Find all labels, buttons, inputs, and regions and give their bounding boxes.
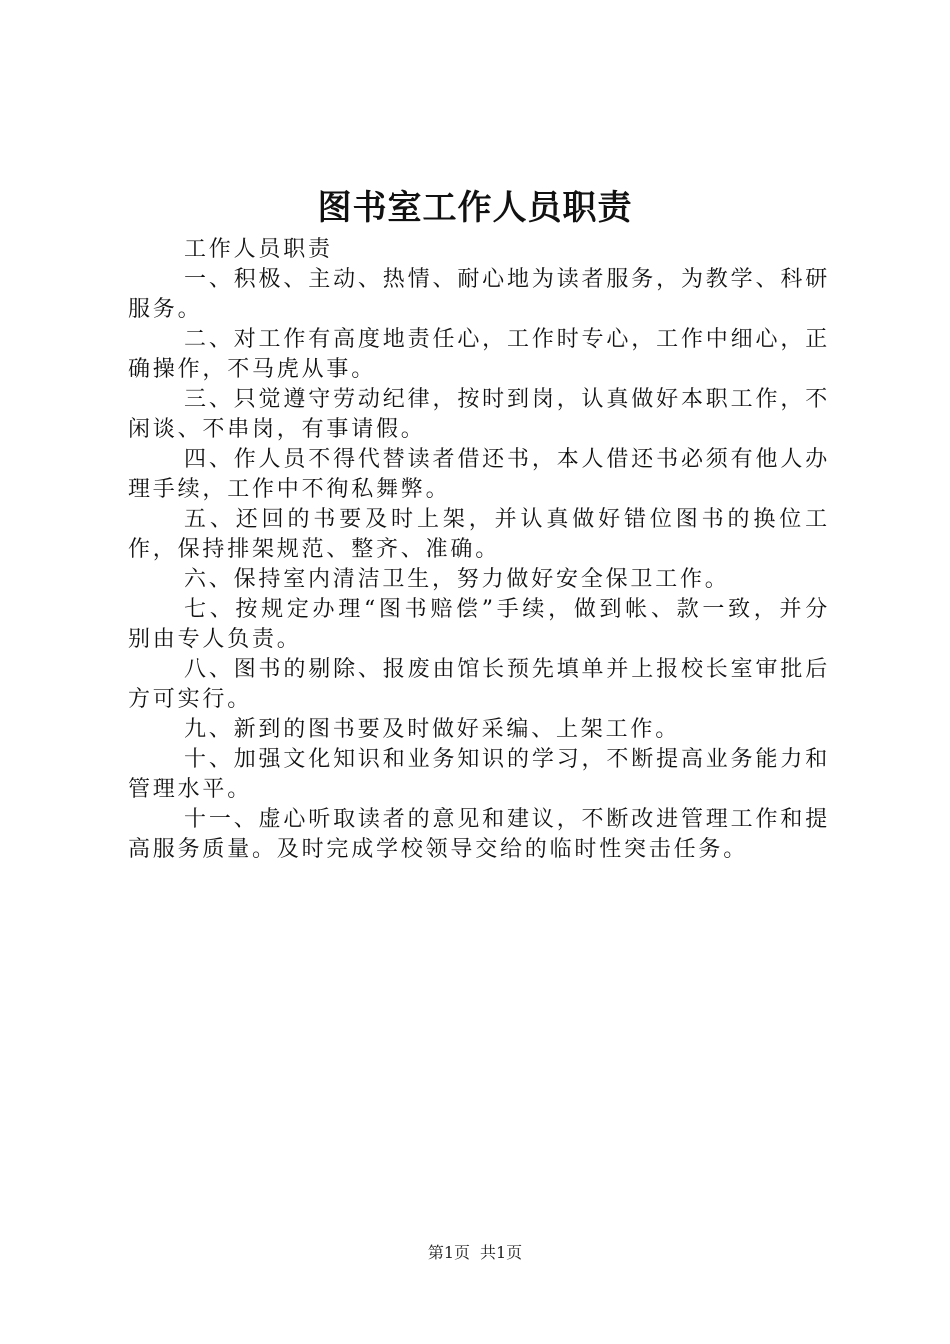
body-paragraph: 七、按规定办理“图书赔偿”手续，做到帐、款一致，并分别由专人负责。 — [128, 597, 830, 652]
page-total: 共1页 — [480, 1243, 523, 1262]
body-paragraph: 十一、虚心听取读者的意见和建议，不断改进管理工作和提高服务质量。及时完成学校领导交给的临时性突击任务。 — [128, 807, 830, 862]
body-paragraph: 八、图书的剔除、报废由馆长预先填单并上报校长室审批后方可实行。 — [128, 657, 830, 712]
document-body — [128, 235, 830, 865]
body-paragraph: 十、加强文化知识和业务知识的学习，不断提高业务能力和管理水平。 — [128, 747, 830, 802]
page-number: 第1页 — [427, 1243, 470, 1262]
body-paragraph: 二、对工作有高度地责任心，工作时专心，工作中细心，正确操作，不马虎从事。 — [128, 327, 830, 382]
page-footer — [0, 1242, 950, 1264]
body-subtitle: 工作人员职责 — [184, 237, 333, 262]
body-paragraph: 一、积极、主动、热情、耐心地为读者服务，为教学、科研服务。 — [128, 267, 830, 322]
body-paragraph: 九、新到的图书要及时做好采编、上架工作。 — [184, 717, 681, 742]
body-paragraph: 三、只觉遵守劳动纪律，按时到岗，认真做好本职工作，不闲谈、不串岗，有事请假。 — [128, 387, 830, 442]
body-paragraph: 四、作人员不得代替读者借还书，本人借还书必须有他人办理手续，工作中不徇私舞弊。 — [128, 447, 830, 502]
body-paragraph: 六、保持室内清洁卫生，努力做好安全保卫工作。 — [184, 567, 730, 592]
document-title: 图书室工作人员职责 — [317, 188, 633, 228]
body-paragraph: 五、还回的书要及时上架，并认真做好错位图书的换位工作，保持排架规范、整齐、准确。 — [128, 507, 830, 562]
